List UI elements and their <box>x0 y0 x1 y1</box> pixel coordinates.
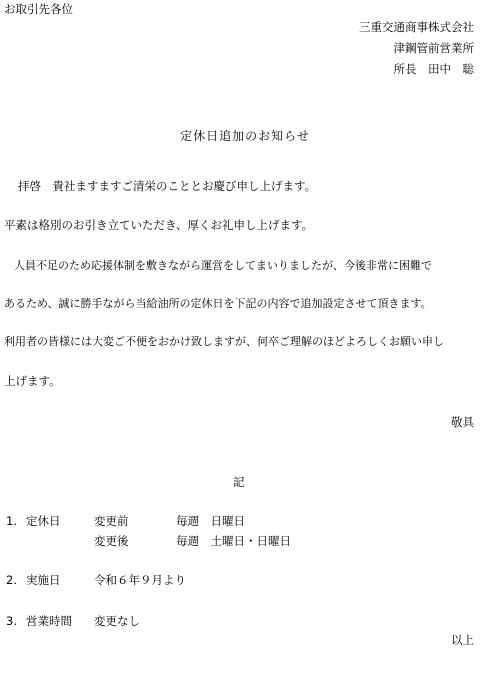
body-line-3: 人員不足のため応援体制を敷きながら運営をしてまいりましたが、今後非常に困難で <box>14 259 432 272</box>
item-3-label: 営業時間 <box>26 614 72 628</box>
item-2-label: 実施日 <box>26 573 61 587</box>
item-3-number: 3. <box>6 614 17 628</box>
branch-name: 津鋼管前営業所 <box>393 41 474 55</box>
item-2-number: 2. <box>6 573 17 587</box>
body-line-4: あるため、誠に勝手ながら当給油所の定休日を下記の内容で追加設定させて頂きます。 <box>4 297 432 310</box>
item-1-after-value: 毎週 土曜日・日曜日 <box>176 534 291 548</box>
end-mark: 以上 <box>451 633 474 647</box>
item-1-before-label: 変更前 <box>94 514 129 528</box>
manager-name: 所長 田中 聡 <box>393 62 474 76</box>
item-1-label: 定休日 <box>26 514 61 528</box>
company-name: 三重交通商事株式会社 <box>359 20 474 34</box>
item-2-value: 令和６年９月より <box>94 573 186 587</box>
body-line-2: 平素は格別のお引き立ていただき、厚くお礼申し上げます。 <box>4 218 314 232</box>
item-1-before-value: 毎週 日曜日 <box>176 514 245 528</box>
body-line-6: 上げます。 <box>4 374 61 388</box>
item-1-number: 1. <box>6 514 17 528</box>
body-line-5: 利用者の皆様には大変ご不便をおかけ致しますが、何卒ご理解のほどよろしくお願い申し <box>4 335 444 348</box>
record-heading: 記 <box>233 475 245 489</box>
document-title: 定休日追加のお知らせ <box>180 129 310 143</box>
closing-keigu: 敬具 <box>451 415 474 429</box>
greeting-line: 拝啓 貴社ますますご清栄のこととお慶び申し上げます。 <box>18 179 317 193</box>
item-1-after-label: 変更後 <box>94 534 129 548</box>
item-3-value: 変更なし <box>94 614 140 628</box>
addressee: お取引先各位 <box>4 2 73 16</box>
